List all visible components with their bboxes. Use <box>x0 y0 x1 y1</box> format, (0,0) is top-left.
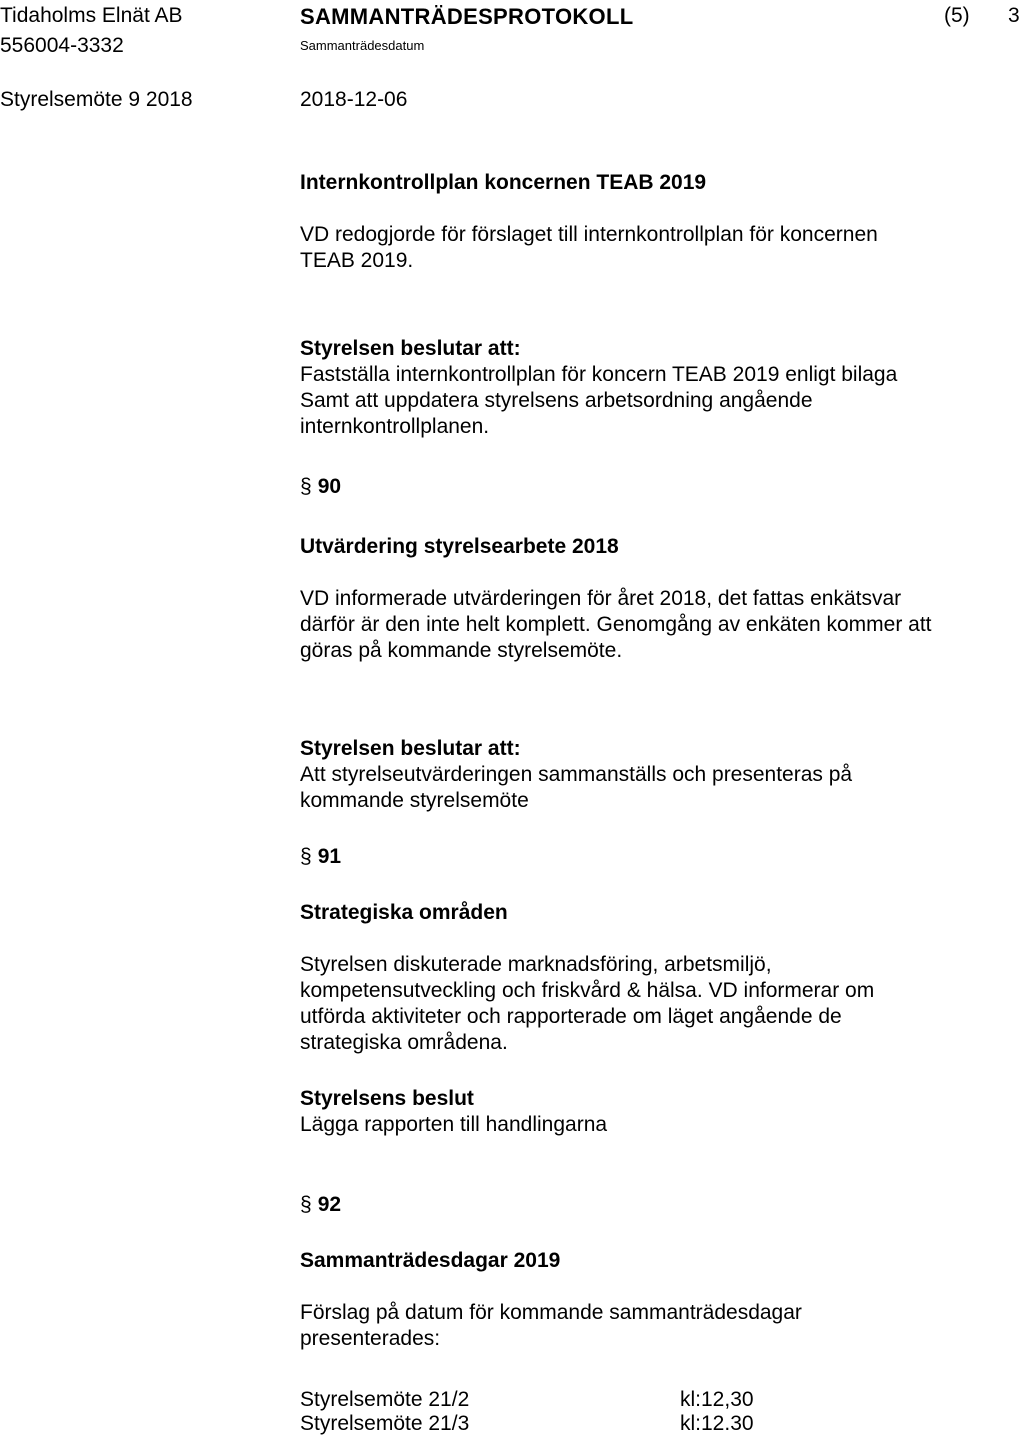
meeting-name: Styrelsemöte 9 2018 <box>0 88 193 111</box>
decision-text <box>300 762 1020 814</box>
section-number-value: 91 <box>317 845 342 868</box>
text-line: VD informerade utvärderingen för året 2018, det fattas enkätsvar <box>300 587 902 610</box>
text-line: Förslag på datum för kommande sammanträdesdagar <box>300 1301 802 1324</box>
text-line: internkontrollplanen. <box>300 415 490 438</box>
text-line: kompetensutveckling och friskvård & hälsa. VD informerar om <box>300 979 875 1002</box>
text-line: Samt att uppdatera styrelsens arbetsordning angående <box>300 389 813 412</box>
protocol-body <box>300 170 1020 1436</box>
text-line: VD redogjorde för förslaget till internkontrollplan för koncernen <box>300 223 878 246</box>
decision-text <box>300 362 1020 440</box>
text-line: Att styrelseutvärderingen sammanställs och presenteras på <box>300 763 853 786</box>
section-mark: § <box>300 845 312 868</box>
section-92 <box>300 1192 1020 1436</box>
page-reference: (5) <box>944 4 970 27</box>
section-number <box>300 844 1020 870</box>
section-number <box>300 474 1020 500</box>
section-number-value: 92 <box>317 1193 342 1216</box>
section-internkontroll <box>300 170 1020 440</box>
meeting-schedule <box>300 1388 1020 1436</box>
meeting-label: Styrelsemöte 21/3 <box>300 1412 470 1435</box>
page-number: 3 <box>1008 4 1020 27</box>
section-title: Sammanträdesdagar 2019 <box>300 1249 561 1272</box>
section-91 <box>300 844 1020 1138</box>
text-line: TEAB 2019. <box>300 249 414 272</box>
meeting-time: kl:12.30 <box>680 1412 754 1435</box>
text-line: Fastställa internkontrollplan för koncern TEAB 2019 enligt bilaga <box>300 363 898 386</box>
text-line: Lägga rapporten till handlingarna <box>300 1113 608 1136</box>
org-number: 556004-3332 <box>0 34 124 57</box>
section-text <box>300 1300 1020 1352</box>
text-line: göras på kommande styrelsemöte. <box>300 639 623 662</box>
decision-label: Styrelsens beslut <box>300 1087 474 1110</box>
company-name: Tidaholms Elnät AB <box>0 4 183 27</box>
decision-label: Styrelsen beslutar att: <box>300 737 521 760</box>
date-label: Sammanträdesdatum <box>300 38 425 53</box>
section-mark: § <box>300 475 312 498</box>
section-title: Internkontrollplan koncernen TEAB 2019 <box>300 171 707 194</box>
document-type: SAMMANTRÄDESPROTOKOLL <box>300 4 634 29</box>
section-text <box>300 952 1020 1056</box>
list-item <box>300 1412 1020 1436</box>
decision-text <box>300 1112 1020 1138</box>
decision-label: Styrelsen beslutar att: <box>300 337 521 360</box>
section-mark: § <box>300 1193 312 1216</box>
section-title: Utvärdering styrelsearbete 2018 <box>300 535 619 558</box>
text-line: presenterades: <box>300 1327 441 1350</box>
section-number-value: 90 <box>317 475 342 498</box>
meeting-label: Styrelsemöte 21/2 <box>300 1388 470 1411</box>
section-number <box>300 1192 1020 1218</box>
text-line: kommande styrelsemöte <box>300 789 529 812</box>
text-line: utförda aktiviteter och rapporterade om läget angående de <box>300 1005 842 1028</box>
section-90 <box>300 474 1020 814</box>
text-line: därför är den inte helt komplett. Genomgång av enkäten kommer att <box>300 613 932 636</box>
meeting-time: kl:12,30 <box>680 1388 754 1411</box>
section-text <box>300 222 1020 274</box>
meeting-date: 2018-12-06 <box>300 88 408 111</box>
text-line: Styrelsen diskuterade marknadsföring, arbetsmiljö, <box>300 953 772 976</box>
list-item <box>300 1388 1020 1412</box>
text-line: strategiska områdena. <box>300 1031 508 1054</box>
section-title: Strategiska områden <box>300 901 508 924</box>
section-text <box>300 586 1020 664</box>
